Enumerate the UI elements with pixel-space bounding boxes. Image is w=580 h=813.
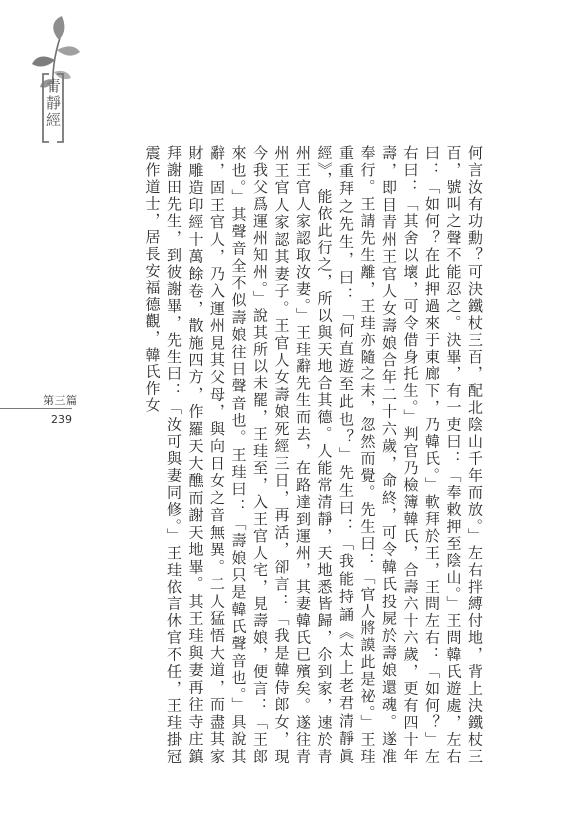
body-text-column [99,145,485,765]
footer-divider [0,408,72,409]
brand-logo [22,14,84,148]
body-paragraph: 何言汝有功勳？可決鐵杖三百，配北陰山千年而放。」左右拌縛付地，背上決鐵杖三百，號叫之聲不能忍之。決畢，有一吏曰：「奉敕押至陰山。」王問韓氏遊處，左右曰：「如何？在此押過來于東廊下，乃韓氏。」軟拜於王，王問左右：「如何？」左右曰：「其舍以壞，可令借身托生。」判官乃檢簿韓氏，合壽六十六歲，更有四十年壽，即目青州王官人女壽娘合年二十六歲，命終，可令韓氏投屍於壽娘還魂。遂准奉行。王請先生離，王珪亦隨之末，忽然而覺。先生曰：「官人將謨此是祕。」王珪重重拜之先生，曰：「何直遊至此也？」先生曰：「我能持誦《太上老君清靜眞經》，能依此行之，所以與天地合其德。人能常清靜，天地悉皆歸，尒到家，速於青州王官人家認取汝妻。」王珪辭先生而去，在路達到運州，其妻韓氏已殯矣。遂往青州王官人家認其妻子。王官人女壽娘死經三日，再活，卻言：「我是韓侍郎女，現今我父爲運州知州。」說其所以未罷，王珪至，入王官人宅，見壽娘，便言：「王郎來也。」其聲音全不似壽娘往日聲音也。王珪曰：「壽娘只是韓氏聲音也。」具說其辭，固王官人，乃入運州見其父母，與向日女之音無異。二人猛悟大道，而盡其家財雕造印經十萬餘卷，散施四方，作羅天大醮而謝天地畢。其王珪與妻再往寺庄鎮拜謝田先生，到彼謝畢，先生曰：「汝可與妻同修。」王珪依言休官不任，王珪掛冠震作道士，居長安福德觀，韓氏作女 [143,145,484,765]
page-number: 239 [51,413,72,426]
chapter-label: 第三篇 [43,394,78,407]
brand-title: 青靜經 [44,78,62,129]
